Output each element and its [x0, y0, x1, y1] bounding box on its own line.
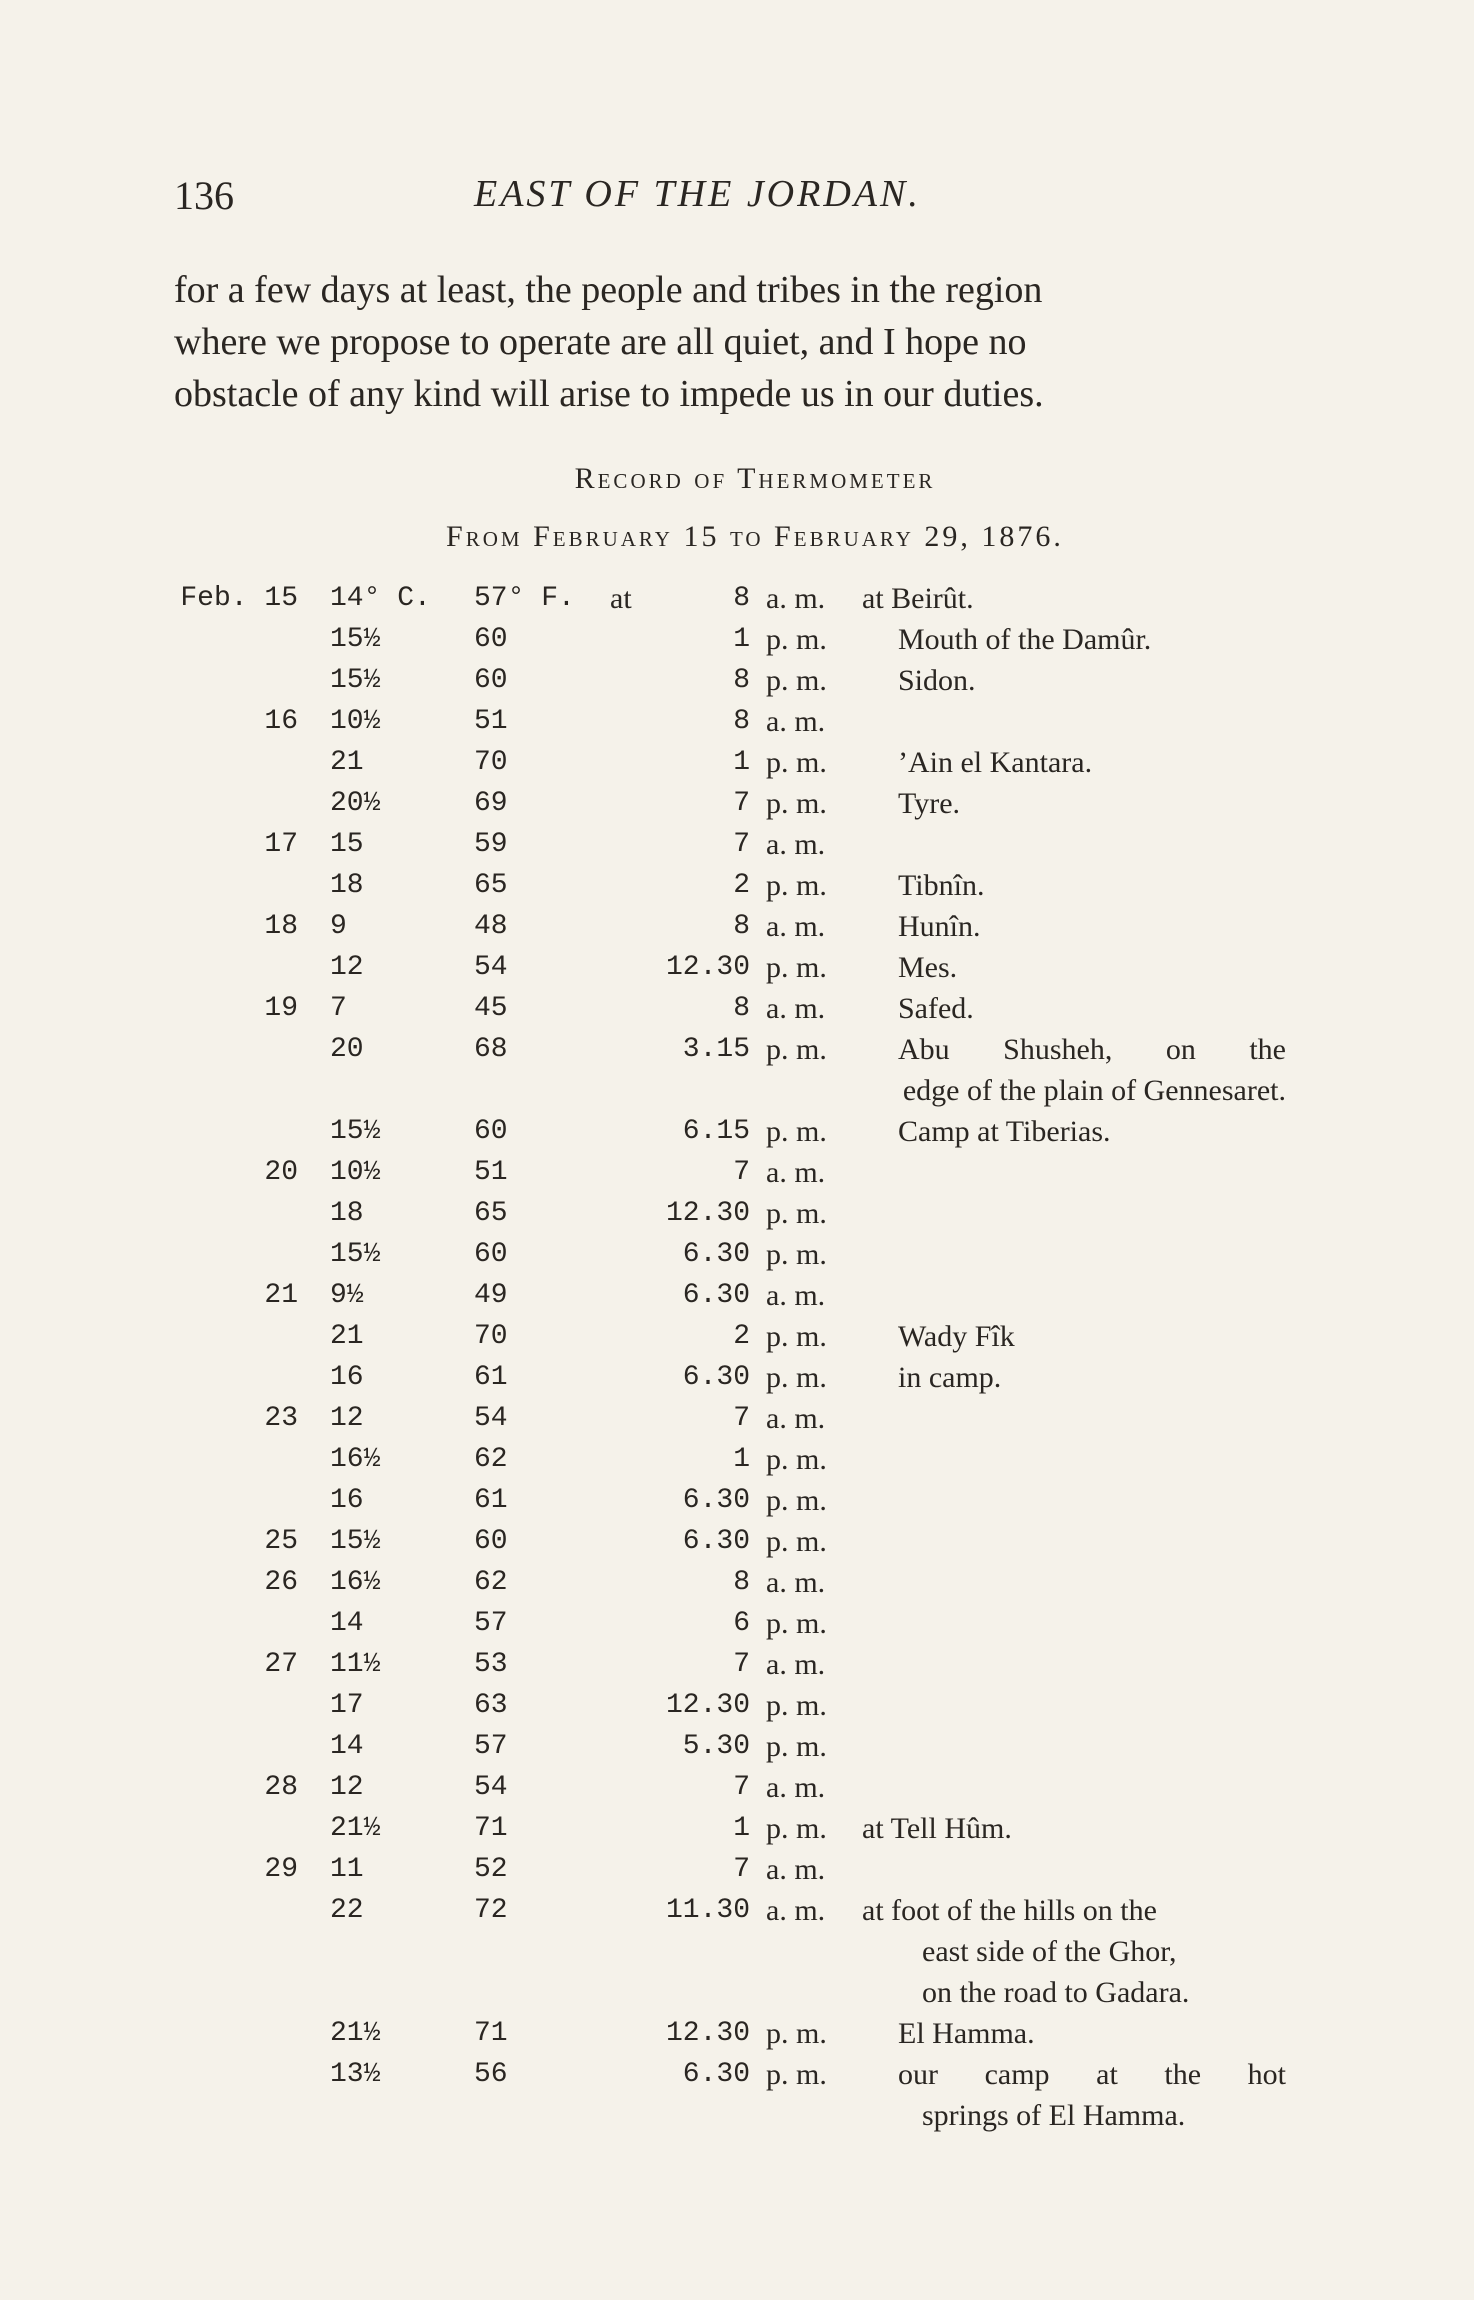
place-cell: Sidon. [898, 664, 976, 697]
fahrenheit-cell: 60 [474, 624, 508, 655]
time-cell: 7 [733, 788, 750, 819]
fahrenheit-cell: 65 [474, 870, 508, 901]
ampm-cell: a. m. [766, 910, 826, 943]
time-cell: 1 [733, 624, 750, 655]
table-row [0, 1152, 1474, 1193]
table-row [0, 1316, 1474, 1357]
table-row [0, 824, 1474, 865]
table-row [0, 578, 1474, 619]
time-cell: 6.15 [682, 1116, 750, 1147]
place-cell: Hunîn. [898, 910, 981, 943]
fahrenheit-cell: 71 [474, 1813, 508, 1844]
day-cell: 26 [264, 1567, 298, 1598]
page-header [174, 172, 1294, 232]
place-cell: Wady Fîk [898, 1320, 1015, 1353]
fahrenheit-cell: 51 [474, 706, 508, 737]
ampm-cell: p. m. [766, 1443, 827, 1476]
time-cell: 12.30 [665, 1198, 750, 1229]
place-cell: Tibnîn. [898, 869, 985, 902]
ampm-cell: a. m. [766, 1402, 826, 1435]
table-row [0, 1849, 1474, 1890]
time-cell: 7 [733, 829, 750, 860]
fahrenheit-cell: 57 [474, 1608, 508, 1639]
celsius-cell: 14° C. [330, 583, 431, 614]
fahrenheit-cell: 56 [474, 2059, 508, 2090]
ampm-cell: p. m. [766, 1525, 827, 1558]
celsius-cell: 12 [330, 1772, 364, 1803]
time-cell: 3.15 [682, 1034, 750, 1065]
celsius-cell: 9 [330, 911, 347, 942]
ampm-cell: p. m. [766, 1197, 827, 1230]
place-cell: Mouth of the Damûr. [898, 623, 1152, 656]
table-row [0, 1644, 1474, 1685]
fahrenheit-cell: 71 [474, 2018, 508, 2049]
time-cell: 8 [733, 706, 750, 737]
day-cell: 23 [264, 1403, 298, 1434]
celsius-cell: 22 [330, 1895, 364, 1926]
fahrenheit-cell: 70 [474, 1321, 508, 1352]
ampm-cell: p. m. [766, 787, 827, 820]
table-row [0, 619, 1474, 660]
place-cell: our camp at the hot [898, 2058, 1286, 2091]
table-row [0, 1726, 1474, 1767]
time-cell: 7 [733, 1403, 750, 1434]
place-cell: El Hamma. [898, 2017, 1035, 2050]
day-cell: 17 [264, 829, 298, 860]
ampm-cell: p. m. [766, 2017, 827, 2050]
table-row [0, 1972, 1474, 2013]
ampm-cell: a. m. [766, 828, 826, 861]
thermometer-table [0, 578, 1474, 2136]
day-cell: 27 [264, 1649, 298, 1680]
fahrenheit-cell: 59 [474, 829, 508, 860]
ampm-cell: p. m. [766, 1689, 827, 1722]
time-cell: 2 [733, 870, 750, 901]
ampm-cell: a. m. [766, 1853, 826, 1886]
fahrenheit-cell: 61 [474, 1362, 508, 1393]
table-row [0, 1070, 1474, 1111]
table-row [0, 988, 1474, 1029]
time-cell: 12.30 [665, 2018, 750, 2049]
day-cell: 25 [264, 1526, 298, 1557]
celsius-cell: 15½ [330, 1526, 381, 1557]
table-row [0, 1398, 1474, 1439]
day-cell: 21 [264, 1280, 298, 1311]
table-row [0, 1439, 1474, 1480]
fahrenheit-cell: 57° F. [474, 583, 575, 614]
table-row [0, 742, 1474, 783]
place-cell: edge of the plain of Gennesaret. [902, 1074, 1286, 1107]
intro-line: obstacle of any kind will arise to impede us in our duties. [174, 373, 1044, 415]
celsius-cell: 12 [330, 1403, 364, 1434]
table-row [0, 865, 1474, 906]
place-cell: on the road to Gadara. [922, 1976, 1190, 2009]
celsius-cell: 15½ [330, 624, 381, 655]
celsius-cell: 9½ [330, 1280, 364, 1311]
fahrenheit-cell: 51 [474, 1157, 508, 1188]
celsius-cell: 18 [330, 1198, 364, 1229]
time-cell: 6.30 [682, 1362, 750, 1393]
fahrenheit-cell: 48 [474, 911, 508, 942]
time-cell: 5.30 [682, 1731, 750, 1762]
table-row [0, 1357, 1474, 1398]
celsius-cell: 14 [330, 1608, 364, 1639]
celsius-cell: 11½ [330, 1649, 381, 1680]
time-cell: 12.30 [665, 1690, 750, 1721]
ampm-cell: a. m. [766, 582, 826, 615]
ampm-cell: p. m. [766, 664, 827, 697]
fahrenheit-cell: 69 [474, 788, 508, 819]
table-row [0, 2095, 1474, 2136]
ampm-cell: a. m. [766, 992, 826, 1025]
day-cell: Feb. 15 [180, 583, 298, 614]
celsius-cell: 16 [330, 1485, 364, 1516]
celsius-cell: 14 [330, 1731, 364, 1762]
time-cell: 6.30 [682, 1526, 750, 1557]
time-cell: 8 [733, 993, 750, 1024]
place-cell: at Beirût. [862, 582, 974, 615]
table-row [0, 1521, 1474, 1562]
celsius-cell: 12 [330, 952, 364, 983]
celsius-cell: 20 [330, 1034, 364, 1065]
place-cell: Camp at Tiberias. [898, 1115, 1111, 1148]
fahrenheit-cell: 60 [474, 1526, 508, 1557]
table-title: Record of Thermometer [574, 462, 936, 495]
ampm-cell: a. m. [766, 1156, 826, 1189]
ampm-cell: a. m. [766, 705, 826, 738]
time-cell: 12.30 [665, 952, 750, 983]
time-cell: 1 [733, 1444, 750, 1475]
ampm-cell: a. m. [766, 1648, 826, 1681]
fahrenheit-cell: 61 [474, 1485, 508, 1516]
day-cell: 19 [264, 993, 298, 1024]
time-cell: 7 [733, 1854, 750, 1885]
table-row [0, 1685, 1474, 1726]
celsius-cell: 15½ [330, 1239, 381, 1270]
time-cell: 8 [733, 665, 750, 696]
place-cell: east side of the Ghor, [922, 1935, 1177, 1968]
fahrenheit-cell: 72 [474, 1895, 508, 1926]
celsius-cell: 21 [330, 747, 364, 778]
intro-paragraph [174, 264, 1294, 420]
time-cell: 6.30 [682, 1239, 750, 1270]
table-row [0, 1562, 1474, 1603]
fahrenheit-cell: 54 [474, 952, 508, 983]
celsius-cell: 10½ [330, 1157, 381, 1188]
day-cell: 28 [264, 1772, 298, 1803]
ampm-cell: p. m. [766, 1812, 827, 1845]
table-row [0, 660, 1474, 701]
fahrenheit-cell: 68 [474, 1034, 508, 1065]
table-row [0, 1890, 1474, 1931]
celsius-cell: 15½ [330, 1116, 381, 1147]
celsius-cell: 21½ [330, 1813, 381, 1844]
day-cell: 20 [264, 1157, 298, 1188]
celsius-cell: 21½ [330, 2018, 381, 2049]
table-row [0, 1808, 1474, 1849]
time-cell: 6 [733, 1608, 750, 1639]
fahrenheit-cell: 60 [474, 665, 508, 696]
ampm-cell: p. m. [766, 1484, 827, 1517]
ampm-cell: a. m. [766, 1279, 826, 1312]
fahrenheit-cell: 70 [474, 747, 508, 778]
time-cell: 11.30 [665, 1895, 750, 1926]
fahrenheit-cell: 60 [474, 1116, 508, 1147]
ampm-cell: p. m. [766, 623, 827, 656]
place-cell: Tyre. [898, 787, 961, 820]
place-cell: ’Ain el Kantara. [898, 746, 1093, 779]
time-cell: 6.30 [682, 1280, 750, 1311]
celsius-cell: 16½ [330, 1567, 381, 1598]
time-cell: 6.30 [682, 2059, 750, 2090]
fahrenheit-cell: 53 [474, 1649, 508, 1680]
table-row [0, 1193, 1474, 1234]
table-row [0, 947, 1474, 988]
table-row [0, 1603, 1474, 1644]
celsius-cell: 13½ [330, 2059, 381, 2090]
at-word: at [610, 582, 632, 615]
celsius-cell: 18 [330, 870, 364, 901]
table-row [0, 1029, 1474, 1070]
ampm-cell: p. m. [766, 951, 827, 984]
table-row [0, 701, 1474, 742]
time-cell: 6.30 [682, 1485, 750, 1516]
running-head: EAST OF THE JORDAN. [474, 173, 921, 215]
ampm-cell: p. m. [766, 1361, 827, 1394]
time-cell: 2 [733, 1321, 750, 1352]
fahrenheit-cell: 60 [474, 1239, 508, 1270]
place-cell: at foot of the hills on the [862, 1894, 1157, 1927]
celsius-cell: 7 [330, 993, 347, 1024]
table-row [0, 2054, 1474, 2095]
celsius-cell: 20½ [330, 788, 381, 819]
time-cell: 1 [733, 1813, 750, 1844]
table-row [0, 2013, 1474, 2054]
celsius-cell: 16 [330, 1362, 364, 1393]
time-cell: 8 [733, 583, 750, 614]
fahrenheit-cell: 62 [474, 1567, 508, 1598]
place-cell: Abu Shusheh, on the [898, 1033, 1286, 1066]
ampm-cell: p. m. [766, 746, 827, 779]
ampm-cell: a. m. [766, 1771, 826, 1804]
celsius-cell: 10½ [330, 706, 381, 737]
place-cell: springs of El Hamma. [922, 2099, 1186, 2132]
time-cell: 7 [733, 1157, 750, 1188]
ampm-cell: p. m. [766, 1238, 827, 1271]
celsius-cell: 15½ [330, 665, 381, 696]
ampm-cell: p. m. [766, 1115, 827, 1148]
ampm-cell: p. m. [766, 1033, 827, 1066]
table-row [0, 783, 1474, 824]
table-row [0, 1767, 1474, 1808]
ampm-cell: p. m. [766, 1320, 827, 1353]
fahrenheit-cell: 49 [474, 1280, 508, 1311]
ampm-cell: a. m. [766, 1894, 826, 1927]
time-cell: 7 [733, 1649, 750, 1680]
celsius-cell: 16½ [330, 1444, 381, 1475]
table-row [0, 1275, 1474, 1316]
table-subtitle: From February 15 to February 29, 1876. [446, 520, 1064, 553]
intro-line: where we propose to operate are all quiet, and I hope no [174, 321, 1027, 363]
place-cell: in camp. [898, 1361, 1002, 1394]
time-cell: 8 [733, 1567, 750, 1598]
page-number: 136 [174, 173, 234, 218]
time-cell: 1 [733, 747, 750, 778]
fahrenheit-cell: 62 [474, 1444, 508, 1475]
ampm-cell: p. m. [766, 869, 827, 902]
ampm-cell: p. m. [766, 1730, 827, 1763]
day-cell: 29 [264, 1854, 298, 1885]
day-cell: 16 [264, 706, 298, 737]
fahrenheit-cell: 57 [474, 1731, 508, 1762]
fahrenheit-cell: 45 [474, 993, 508, 1024]
day-cell: 18 [264, 911, 298, 942]
time-cell: 7 [733, 1772, 750, 1803]
place-cell: Mes. [898, 951, 958, 984]
ampm-cell: a. m. [766, 1566, 826, 1599]
table-row [0, 1234, 1474, 1275]
place-cell: Safed. [898, 992, 974, 1025]
intro-line: for a few days at least, the people and tribes in the region [174, 269, 1043, 311]
table-row [0, 1931, 1474, 1972]
time-cell: 8 [733, 911, 750, 942]
celsius-cell: 11 [330, 1854, 364, 1885]
ampm-cell: p. m. [766, 1607, 827, 1640]
fahrenheit-cell: 54 [474, 1403, 508, 1434]
celsius-cell: 15 [330, 829, 364, 860]
place-cell: at Tell Hûm. [862, 1812, 1012, 1845]
celsius-cell: 17 [330, 1690, 364, 1721]
fahrenheit-cell: 63 [474, 1690, 508, 1721]
ampm-cell: p. m. [766, 2058, 827, 2091]
fahrenheit-cell: 54 [474, 1772, 508, 1803]
fahrenheit-cell: 52 [474, 1854, 508, 1885]
table-row [0, 1111, 1474, 1152]
celsius-cell: 21 [330, 1321, 364, 1352]
table-row [0, 1480, 1474, 1521]
fahrenheit-cell: 65 [474, 1198, 508, 1229]
table-row [0, 906, 1474, 947]
